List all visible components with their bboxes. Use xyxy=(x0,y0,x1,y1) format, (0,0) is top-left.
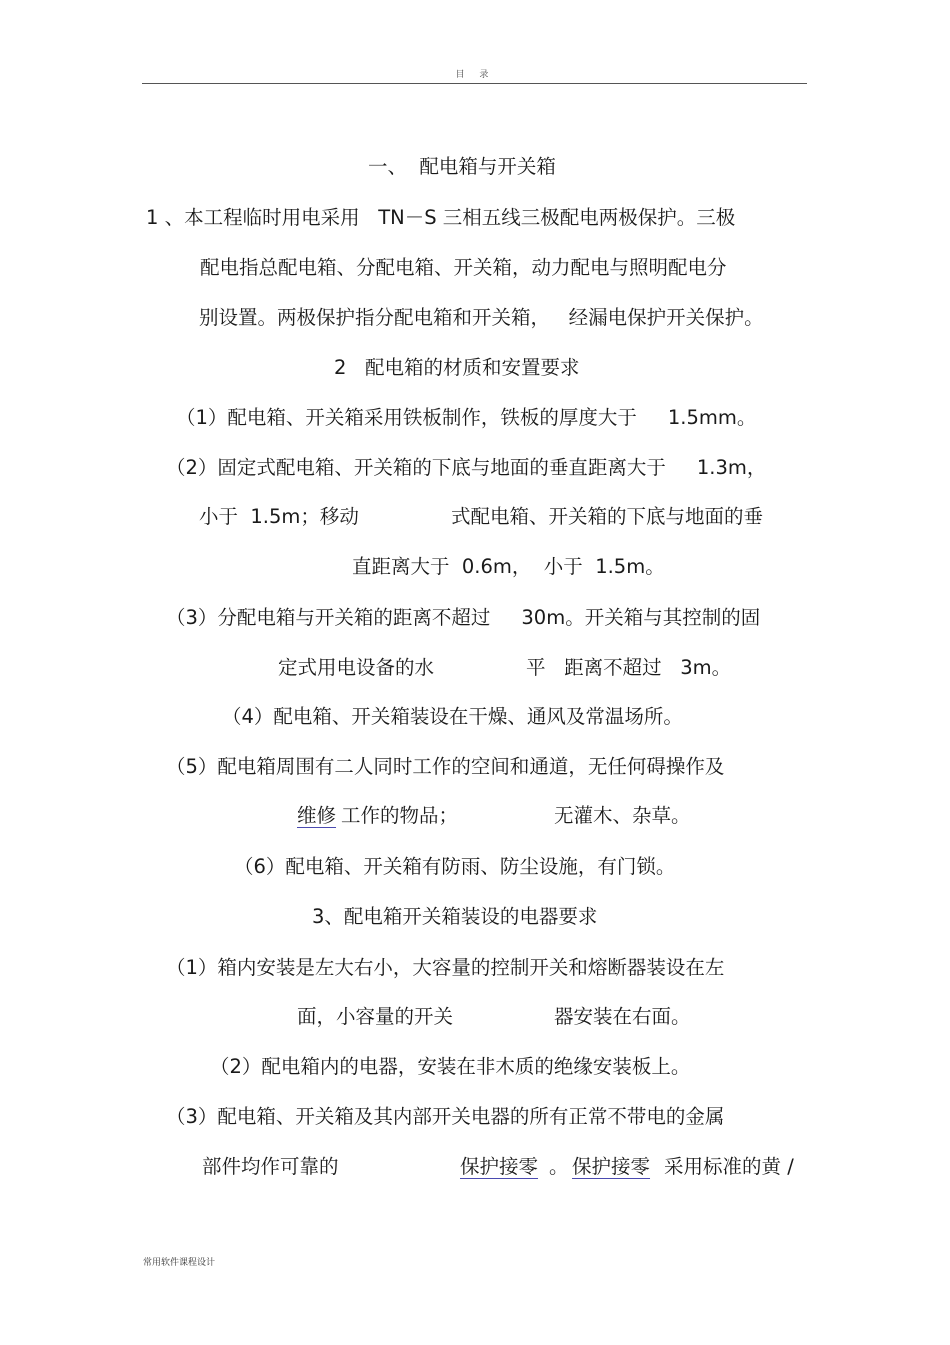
paragraph-line-part: 部件均作可靠的 xyxy=(202,1155,339,1178)
paragraph-line: （1）配电箱、开关箱采用铁板制作，铁板的厚度大于 1.5mm。 xyxy=(176,406,757,429)
paragraph-line-part: 小于 1.5m；移动 xyxy=(199,505,359,528)
paragraph-line: （5）配电箱周围有二人同时工作的空间和通道，无任何碍操作及 xyxy=(166,755,725,778)
page-header-title: 目 录 xyxy=(455,70,495,80)
underlined-term: 保护接零 xyxy=(460,1155,539,1178)
paragraph-line: （4）配电箱、开关箱装设在干燥、通风及常温场所。 xyxy=(222,705,683,728)
page-footer: 常用软件课程设计 xyxy=(143,1258,216,1268)
paragraph-line: （2）固定式配电箱、开关箱的下底与地面的垂直距离大于 1.3m， xyxy=(166,456,767,479)
paragraph-line: （3）配电箱、开关箱及其内部开关电器的所有正常不带电的金属 xyxy=(166,1105,725,1128)
paragraph-line-part: 器安装在右面。 xyxy=(554,1005,691,1028)
paragraph-line-part: 定式用电设备的水 xyxy=(278,656,435,679)
paragraph-line: （1）箱内安装是左大右小，大容量的控制开关和熔断器装设在左 xyxy=(166,956,725,979)
paragraph-line-part: 工作的物品； xyxy=(341,804,459,827)
paragraph-line: 直距离大于 0.6m， 小于 1.5m。 xyxy=(352,555,665,578)
paragraph-line: （3）分配电箱与开关箱的距离不超过 30m。开关箱与其控制的固 xyxy=(166,606,761,629)
paragraph-line-part: 采用标准的黄 / xyxy=(664,1155,794,1178)
paragraph-line-part: 式配电箱、开关箱的下底与地面的垂 xyxy=(451,505,764,528)
subsection-heading: 2 配电箱的材质和安置要求 xyxy=(334,356,580,379)
paragraph-line: 配电指总配电箱、分配电箱、开关箱，动力配电与照明配电分 xyxy=(200,256,727,279)
paragraph-line-part: 平 距离不超过 3m。 xyxy=(526,656,732,679)
subsection-heading: 3、配电箱开关箱装设的电器要求 xyxy=(312,905,598,928)
paragraph-line: 别设置。两极保护指分配电箱和开关箱， 经漏电保护开关保护。 xyxy=(199,306,764,329)
section-title: 一、 配电箱与开关箱 xyxy=(368,155,556,178)
paragraph-line-part: 。 xyxy=(549,1155,569,1178)
header-divider xyxy=(142,83,807,84)
paragraph-line-part: 面，小容量的开关 xyxy=(297,1005,454,1028)
paragraph-line: 1 、本工程临时用电采用 TN－S 三相五线三极配电两极保护。三极 xyxy=(146,206,736,229)
underlined-term: 保护接零 xyxy=(572,1155,651,1178)
paragraph-line-part: 无灌木、杂草。 xyxy=(554,804,691,827)
underlined-term: 维修 xyxy=(297,804,337,827)
paragraph-line: （2）配电箱内的电器，安装在非木质的绝缘安装板上。 xyxy=(210,1055,691,1078)
paragraph-line: （6）配电箱、开关箱有防雨、防尘设施，有门锁。 xyxy=(234,855,676,878)
